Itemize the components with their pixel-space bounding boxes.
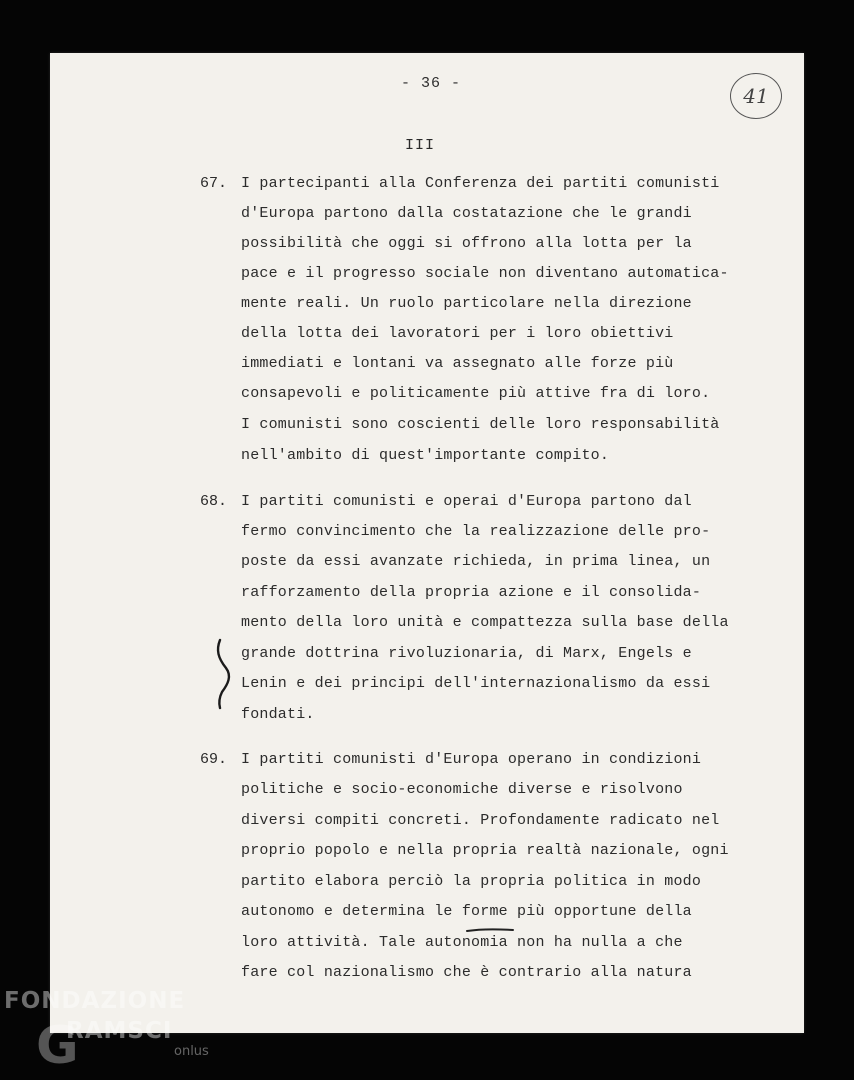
- handwritten-margin-mark: [212, 638, 240, 710]
- text-line: mente reali. Un ruolo particolare nella direzione: [241, 295, 692, 312]
- fondazione-gramsci-watermark: [4, 988, 209, 1076]
- text-line: pace e il progresso sociale non diventano automatica-: [241, 265, 729, 282]
- text-line: Lenin e dei principi dell'internazionalismo da essi: [241, 675, 711, 692]
- archive-number-stamp: 41: [730, 73, 782, 119]
- text-line: rafforzamento della propria azione e il consolida-: [241, 584, 702, 601]
- paragraph-number: 69.: [200, 751, 228, 768]
- text-line: mento della loro unità e compattezza sulla base della: [241, 614, 729, 631]
- text-line: loro attività. Tale autonomia non ha nulla a che: [241, 934, 683, 951]
- document-page: [50, 53, 804, 1033]
- text-line: poste da essi avanzate richieda, in prima linea, un: [241, 553, 711, 570]
- handwritten-underline: [465, 926, 515, 934]
- text-line: grande dottrina rivoluzionaria, di Marx, Engels e: [241, 645, 692, 662]
- text-line: possibilità che oggi si offrono alla lotta per la: [241, 235, 692, 252]
- text-line: d'Europa partono dalla costatazione che le grandi: [241, 205, 692, 222]
- text-line: fermo convincimento che la realizzazione delle pro-: [241, 523, 711, 540]
- paragraph-number: 67.: [200, 175, 228, 192]
- text-line: I partiti comunisti d'Europa operano in condizioni: [241, 751, 702, 768]
- text-line: della lotta dei lavoratori per i loro obiettivi: [241, 325, 674, 342]
- page-number: - 36 -: [400, 75, 461, 92]
- text-line: I partecipanti alla Conferenza dei partiti comunisti: [241, 175, 720, 192]
- text-line: partito elabora perciò la propria politica in modo: [241, 873, 702, 890]
- text-line: immediati e lontani va assegnato alle forze più: [241, 355, 674, 372]
- text-line: I comunisti sono coscienti delle loro responsabilità: [241, 416, 720, 433]
- text-line: consapevoli e politicamente più attive fra di loro.: [241, 385, 711, 402]
- watermark-g-logo-icon: G: [36, 1016, 80, 1076]
- watermark-line2: RAMSCI: [66, 1018, 173, 1044]
- text-line: fare col nazionalismo che è contrario alla natura: [241, 964, 692, 981]
- text-line: I partiti comunisti e operai d'Europa partono dal: [241, 493, 692, 510]
- text-line: nell'ambito di quest'importante compito.: [241, 447, 610, 464]
- watermark-line3: onlus: [174, 1044, 209, 1059]
- text-line: diversi compiti concreti. Profondamente radicato nel: [241, 812, 720, 829]
- paragraph-number: 68.: [200, 493, 228, 510]
- text-line: politiche e socio-economiche diverse e risolvono: [241, 781, 683, 798]
- watermark-line1: FONDAZIONE: [4, 988, 186, 1014]
- text-line: proprio popolo e nella propria realtà nazionale, ogni: [241, 842, 729, 859]
- text-line: fondati.: [241, 706, 315, 723]
- section-heading: III: [404, 137, 435, 154]
- text-line: autonomo e determina le forme più opportune della: [241, 903, 692, 920]
